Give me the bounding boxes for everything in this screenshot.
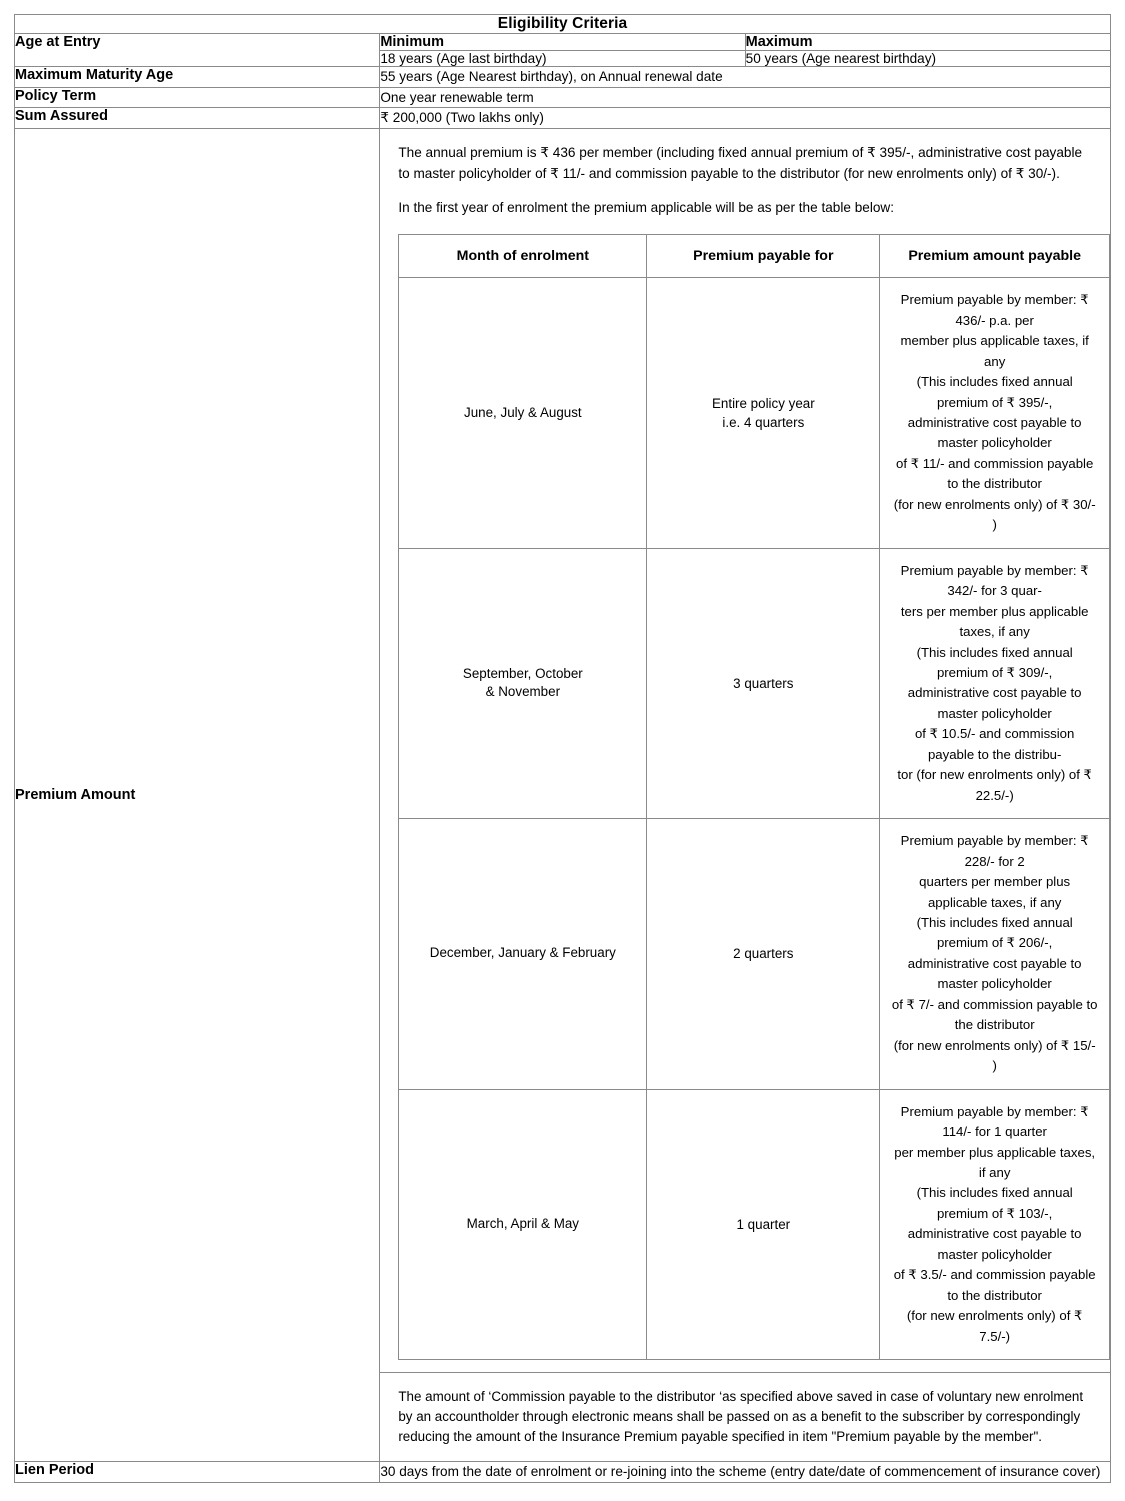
cell-amount-4-line6: (for new enrolments only) of ₹ 7.5/-) [906,1308,1083,1344]
row-label-policy-term: Policy Term [15,87,380,108]
cell-amount-1-line1: Premium payable by member: ₹ 436/- p.a. per [900,292,1089,328]
cell-month-1: June, July & August [399,278,647,548]
age-maximum-value: 50 years (Age nearest birthday) [745,51,1110,67]
table-row [399,819,1110,1089]
premium-intro-paragraph-2: In the first year of enrolment the premium applicable will be as per the table below: [398,199,895,215]
table-row [399,278,1110,548]
cell-month-2-line2: & November [485,684,561,700]
cell-amount-4 [880,1089,1110,1359]
cell-amount-4-line5: of ₹ 3.5/- and commission payable to the distributor [893,1267,1096,1303]
premium-amount-content [380,129,1111,1462]
cell-payable-for-3: 2 quarters [647,819,880,1089]
cell-month-4: March, April & May [399,1089,647,1359]
cell-payable-for-1-line1: Entire policy year [711,395,815,411]
cell-amount-4-line1: Premium payable by member: ₹ 114/- for 1 quarter [900,1103,1089,1140]
cell-payable-for-2: 3 quarters [647,548,880,818]
cell-amount-3-line5: of ₹ 7/- and commission payable to the distributor [891,996,1098,1033]
row-label-maximum-maturity-age: Maximum Maturity Age [15,67,380,88]
cell-payable-for-1-line2: i.e. 4 quarters [722,415,805,430]
table-row-premium-amount [15,129,1111,1462]
cell-month-2 [399,548,647,818]
table-row-age-at-entry-heads [15,34,1111,51]
row-label-lien-period: Lien Period [15,1462,380,1483]
cell-amount-3-line1: Premium payable by member: ₹ 228/- for 2 [900,833,1089,869]
table-row-maximum-maturity-age [15,67,1111,88]
page-title: Eligibility Criteria [15,15,1111,34]
cell-amount-1-line6: (for new enrolments only) of ₹ 30/- ) [893,496,1096,533]
age-minimum-value: 18 years (Age last birthday) [380,51,745,67]
cell-amount-2-line6: tor (for new enrolments only) of ₹ 22.5/-) [897,767,1092,803]
table-row-lien-period [15,1462,1111,1483]
row-value-maximum-maturity-age: 55 years (Age Nearest birthday), on Annual renewal date [380,67,1111,88]
cell-amount-4-line4: administrative cost payable to master policyholder [907,1226,1082,1262]
cell-amount-4-line3: (This includes fixed annual premium of ₹ 103/-, [916,1185,1073,1221]
premium-intro [380,129,1110,234]
cell-amount-2-line5: of ₹ 10.5/- and commission payable to the distribu- [914,726,1075,762]
cell-payable-for-1 [647,278,880,548]
cell-amount-2-line4: administrative cost payable to master policyholder [907,685,1082,721]
cell-amount-1-line2: member plus applicable taxes, if any [900,333,1089,369]
premium-intro-paragraph-1: The annual premium is ₹ 436 per member (including fixed annual premium of ₹ 395/-, administrative cost payable to master policyholder of ₹ 11/- and commission payable to the distributor (for new enrolments only) of ₹ 30/-). [398,145,1083,181]
cell-amount-3-line2: quarters per member plus applicable taxes, if any [919,874,1071,910]
premium-schedule-table [398,234,1110,1360]
row-label-sum-assured: Sum Assured [15,108,380,129]
cell-amount-2-line1: Premium payable by member: ₹ 342/- for 3 quar- [900,562,1089,599]
cell-amount-2-line2: ters per member plus applicable taxes, if any [900,603,1089,640]
row-label-premium-amount: Premium Amount [15,129,380,1462]
premium-table-header-row [399,235,1110,278]
cell-month-3: December, January & February [399,819,647,1089]
cell-amount-3-line6: (for new enrolments only) of ₹ 15/- ) [893,1037,1096,1074]
cell-amount-3-line3: (This includes fixed annual premium of ₹ 206/-, [916,914,1073,951]
cell-amount-1-line5: of ₹ 11/- and commission payable to the distributor [896,455,1094,492]
row-label-age-at-entry: Age at Entry [15,34,380,67]
table-row-sum-assured [15,108,1111,129]
cell-month-2-line1: September, October [462,665,583,681]
table-row [399,548,1110,818]
premium-footnote: The amount of ‘Commission payable to the distributor ‘as specified above saved in case of voluntary new enrolment by an accountholder through electronic means shall be passed on as a benefit to the subscriber by correspondingly reducing the amount of the Insurance Premium payable specified in item "Premium payable by the member". [380,1372,1110,1461]
column-header-month-of-enrolment: Month of enrolment [399,235,647,278]
cell-amount-1 [880,278,1110,548]
column-header-premium-amount-payable: Premium amount payable [880,235,1110,278]
table-row-policy-term [15,87,1111,108]
cell-amount-1-line3: (This includes fixed annual premium of ₹ 395/-, [916,374,1073,410]
row-value-lien-period: 30 days from the date of enrolment or re-joining into the scheme (entry date/date of commencement of insurance cover) [380,1462,1111,1483]
column-header-premium-payable-for: Premium payable for [647,235,880,278]
cell-amount-1-line4: administrative cost payable to master policyholder [907,415,1082,451]
cell-amount-3-line4: administrative cost payable to master policyholder [907,955,1082,992]
cell-amount-4-line2: per member plus applicable taxes, if any [894,1144,1096,1180]
age-minimum-header: Minimum [380,34,745,51]
age-maximum-header: Maximum [745,34,1110,51]
cell-payable-for-4: 1 quarter [647,1089,880,1359]
cell-amount-3 [880,819,1110,1089]
table-title-row [15,15,1111,34]
cell-amount-2-line3: (This includes fixed annual premium of ₹ 309/-, [916,644,1073,680]
table-row [399,1089,1110,1359]
row-value-sum-assured: ₹ 200,000 (Two lakhs only) [380,108,1111,129]
row-value-policy-term: One year renewable term [380,87,1111,108]
eligibility-criteria-table [14,14,1111,1483]
cell-amount-2 [880,548,1110,818]
